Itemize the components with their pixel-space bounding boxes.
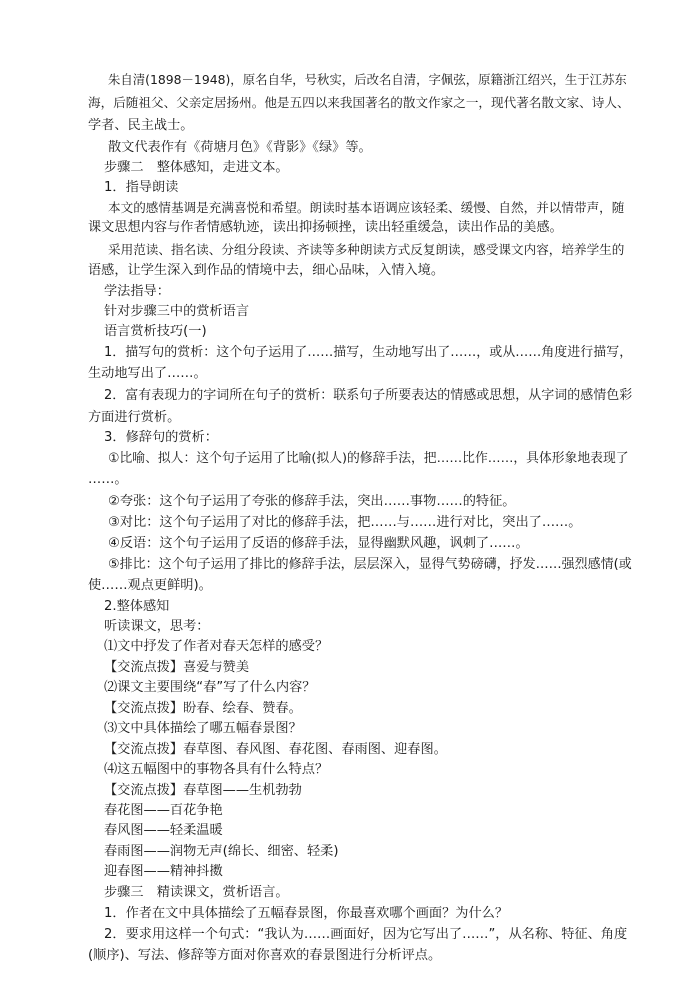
question: ⑷这五幅图中的事物各具有什么特点？ xyxy=(104,762,329,777)
text-line: 迎春图——精神抖擞 xyxy=(104,864,223,879)
text-line: 3．修辞句的赏析： xyxy=(104,430,218,445)
text-line: (顺序)、写法、修辞等方面对你喜欢的春景图进行分析评点。 xyxy=(88,948,442,963)
text-line: 听读课文，思考： xyxy=(104,619,210,634)
text-line: 1．作者在文中具体描绘了五幅春景图，你最喜欢哪个画面？为什么？ xyxy=(104,906,509,921)
subheading: 1．指导朗读 xyxy=(104,180,179,195)
text-line: 针对步骤三中的赏析语言 xyxy=(104,304,250,319)
text-line: 2．富有表现力的字词所在句子的赏析：联系句子所要表达的情感或思想，从字词的感情色彩 xyxy=(104,388,633,403)
answer: 【交流点拨】盼春、绘春、赞春。 xyxy=(104,701,302,716)
text-line: 学者、民主战士。 xyxy=(88,118,194,133)
text-line: 语感，让学生深入到作品的情境中去，细心品味，入情入境。 xyxy=(88,263,445,278)
subheading: 语言赏析技巧(一) xyxy=(104,324,207,339)
text-line: 2．要求用这样一个句式：“我认为……画面好，因为它写出了……”，从名称、特征、角度 xyxy=(104,927,628,942)
section-heading: 步骤三 精读课文，赏析语言。 xyxy=(104,885,289,900)
text-line: ③对比：这个句子运用了对比的修辞手法，把……与……进行对比，突出了……。 xyxy=(108,515,582,530)
subheading: 2.整体感知 xyxy=(104,599,170,614)
text-line: 学法指导： xyxy=(104,284,170,299)
text-line: 1．描写句的赏析：这个句子运用了……描写，生动地写出了……，或从……角度进行描写， xyxy=(104,345,633,360)
text-line: 采用范读、指名读、分组分段读、齐读等多种朗读方式反复朗读，感受课文内容，培养学生的 xyxy=(108,242,625,257)
answer: 【交流点拨】春草图、春风图、春花图、春雨图、迎春图。 xyxy=(104,742,447,757)
text-line: 春雨图——润物无声(绵长、细密、轻柔) xyxy=(104,844,339,859)
text-line: ……。 xyxy=(88,472,128,487)
text-line: 春风图——轻柔温暖 xyxy=(104,823,223,838)
text-line: 课文思想内容与作者情感轨迹，读出抑扬顿挫，读出轻重缓急，读出作品的美感。 xyxy=(88,220,563,235)
text-line: 朱自清(1898－1948)，原名自华，号秋实，后改名自清，字佩弦，原籍浙江绍兴，生于江苏东 xyxy=(108,72,627,87)
question: ⑵课文主要围绕“春”写了什么内容？ xyxy=(104,680,316,695)
text-line: ①比喻、拟人：这个句子运用了比喻(拟人)的修辞手法，把……比作……，具体形象地表现了 xyxy=(108,451,629,466)
section-heading: 步骤二 整体感知，走进文本。 xyxy=(104,160,289,175)
question: ⑶文中具体描绘了哪五幅春景图？ xyxy=(104,721,302,736)
text-line: 生动地写出了……。 xyxy=(88,366,207,381)
answer: 【交流点拨】喜爱与赞美 xyxy=(104,660,250,675)
text-line: 散文代表作有《荷塘月色》《背影》《绿》等。 xyxy=(108,140,372,155)
text-line: 使……观点更鲜明)。 xyxy=(88,578,212,593)
text-line: 本文的感情基调是充满喜悦和希望。朗读时基本语调应该轻柔、缓慢、自然，并以情带声，随 xyxy=(108,200,625,215)
text-line: ④反语：这个句子运用了反语的修辞手法，显得幽默风趣，讽刺了……。 xyxy=(108,536,529,551)
text-line: 方面进行赏析。 xyxy=(88,410,181,425)
text-line: 春花图——百花争艳 xyxy=(104,803,223,818)
text-line: 海，后随祖父、父亲定居扬州。他是五四以来我国著名的散文作家之一，现代著名散文家、诗人、 xyxy=(88,95,630,110)
question: ⑴文中抒发了作者对春天怎样的感受？ xyxy=(104,639,329,654)
text-line: ⑤排比：这个句子运用了排比的修辞手法，层层深入，显得气势磅礴，抒发……强烈感情(或 xyxy=(108,557,632,572)
answer: 【交流点拨】春草图——生机勃勃 xyxy=(104,783,302,798)
text-line: ②夸张：这个句子运用了夸张的修辞手法，突出……事物……的特征。 xyxy=(108,494,516,509)
